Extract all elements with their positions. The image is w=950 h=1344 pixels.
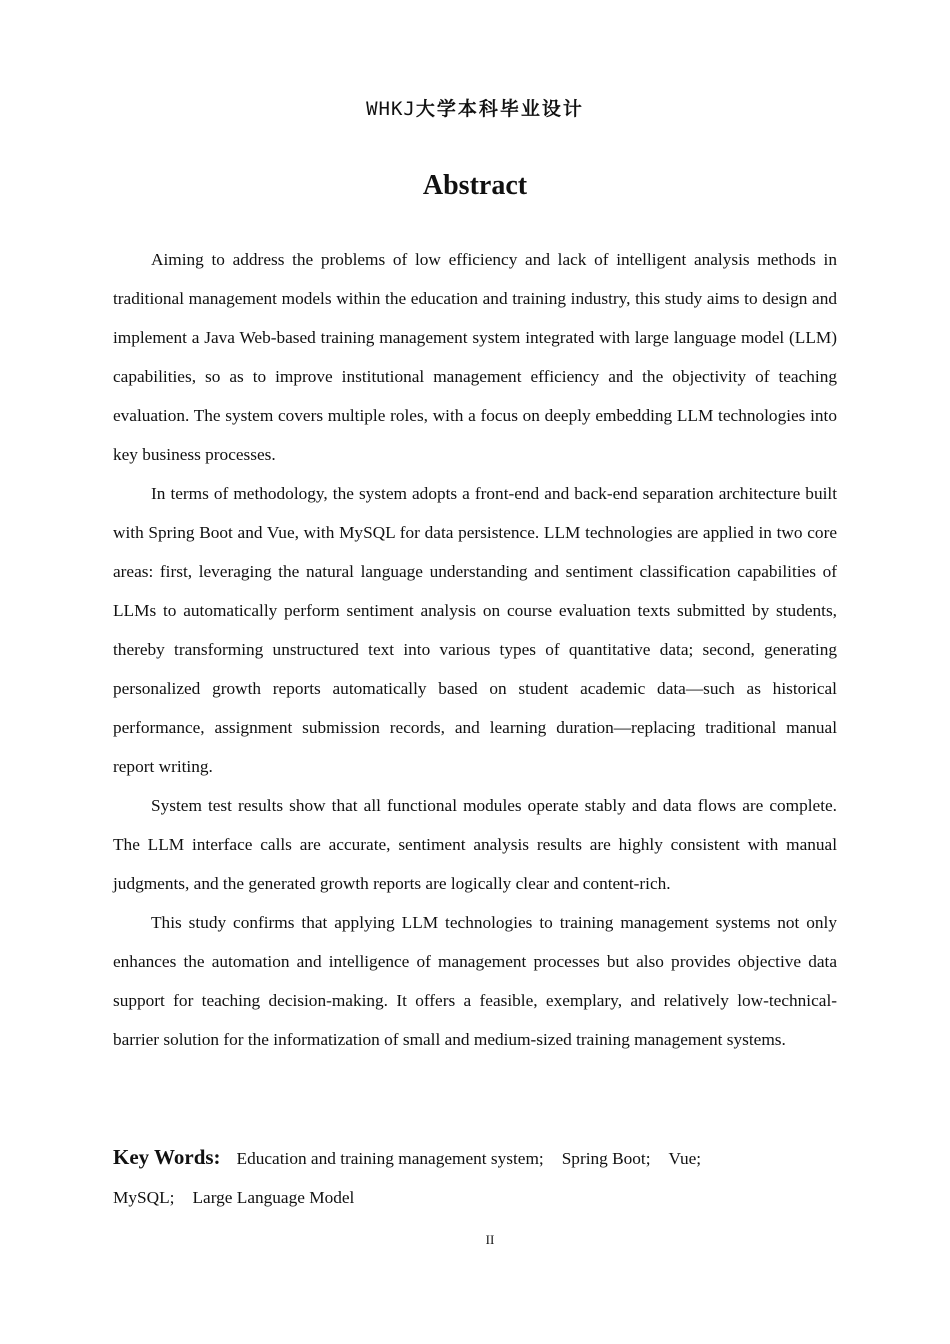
page-title: Abstract xyxy=(422,170,528,201)
keyword-item: MySQL; xyxy=(113,1188,175,1207)
keywords-section xyxy=(113,1138,793,1217)
keyword-item: Education and training management system; xyxy=(236,1149,544,1168)
header-university-code: WHKJ xyxy=(366,98,416,120)
running-header xyxy=(0,94,950,121)
abstract-paragraph-4: This study confirms that applying LLM technologies to training management systems not only enhances the automation and intelligence of management processes but also provides objective data support for teaching decision-making. It offers a feasible, exemplary, and relatively low-technical-barrier solution for the informatization of small and medium-sized training management systems. xyxy=(113,913,837,1049)
keyword-item: Vue; xyxy=(668,1149,702,1168)
page-number: II xyxy=(485,1232,495,1247)
abstract-paragraph-1: Aiming to address the problems of low efficiency and lack of intelligent analysis methods in traditional management models within the education and training industry, this study aims to design and implement a Java Web-based training management system integrated with large language model (LLM) capabilities, so as to improve institutional management efficiency and the objectivity of teaching evaluation. The system covers multiple roles, with a focus on deeply embedding LLM technologies into key business processes. xyxy=(113,250,837,464)
header-document-type: 大学本科毕业设计 xyxy=(415,98,584,120)
abstract-paragraph-2: In terms of methodology, the system adopts a front-end and back-end separation architecture built with Spring Boot and Vue, with MySQL for data persistence. LLM technologies are applied in two core areas: first, leveraging the natural language understanding and sentiment classification capabilities of LLMs to automatically perform sentiment analysis on course evaluation texts submitted by students, thereby transforming unstructured text into various types of quantitative data; second, generating personalized growth reports automatically based on student academic data—such as historical performance, assignment submission records, and learning duration—replacing traditional manual report writing. xyxy=(113,484,837,776)
keyword-item: Large Language Model xyxy=(192,1188,355,1207)
abstract-paragraph-3: System test results show that all functional modules operate stably and data flows are complete. The LLM interface calls are accurate, sentiment analysis results are highly consistent with manual judgments, and the generated growth reports are logically clear and content-rich. xyxy=(113,796,837,893)
abstract-body xyxy=(113,240,837,1059)
keywords-label: Key Words: xyxy=(113,1145,221,1169)
keyword-item: Spring Boot; xyxy=(561,1149,651,1168)
